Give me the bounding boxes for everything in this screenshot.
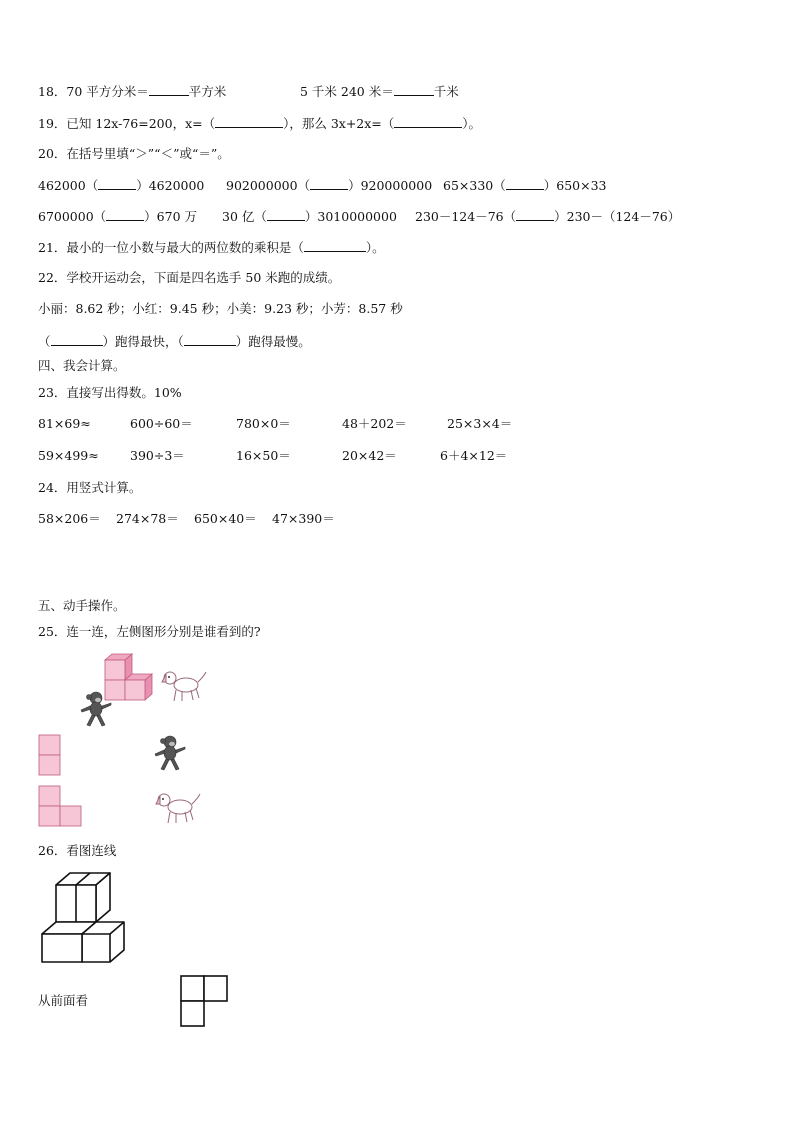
monkey-icon (78, 690, 114, 728)
q23-item: 6＋4×12＝ (440, 448, 508, 463)
question-24-title: 24．用竖式计算。 (38, 480, 142, 495)
q23-item: 390÷3＝ (130, 448, 185, 463)
dog-icon (152, 790, 202, 826)
question-19 (38, 115, 481, 132)
q18-unit-1: 平方米 (188, 84, 227, 99)
side-view-l-shape (38, 785, 84, 829)
q23-item: 48＋202＝ (342, 416, 407, 431)
q20-blank[interactable] (267, 208, 305, 221)
question-18 (38, 83, 226, 100)
question-18-part2 (300, 83, 459, 100)
q23-item: 16×50＝ (236, 448, 291, 463)
question-23-title: 23．直接写出得数。10% (38, 385, 182, 400)
section-5-heading: 五、动手操作。 (38, 598, 126, 613)
q20-blank[interactable] (506, 177, 544, 190)
q20-item-1: 462000（ ）4620000 (38, 178, 205, 193)
q20-blank[interactable] (310, 177, 348, 190)
question-20-title: 20．在括号里填“＞”“＜”或“＝”。 (38, 146, 230, 161)
front-view-two-squares (38, 734, 62, 778)
section-4-heading: 四、我会计算。 (38, 358, 126, 373)
q20-item-3: 65×330（ ）650×33 (443, 178, 607, 193)
q20-item-2: 902000000（ ）920000000 (226, 178, 433, 193)
question-21: 21．最小的一位小数与最大的两位数的乘积是（ ）。 (38, 240, 385, 255)
q18-text-2: 5 千米 240 米＝ (300, 84, 394, 99)
block-figure-3d (38, 870, 134, 970)
q20-item-4: 6700000（ ）670 万 (38, 209, 198, 224)
q18-blank-1[interactable] (149, 83, 189, 96)
q23-item: 20×42＝ (342, 448, 397, 463)
q19-text-1: 19．已知 12x-76=200，x=（ (38, 116, 216, 131)
q20-blank[interactable] (98, 177, 136, 190)
q24-item: 650×40＝ (194, 511, 257, 526)
question-26-title: 26．看图连线 (38, 843, 117, 858)
q24-item: 58×206＝ (38, 511, 101, 526)
q18-unit-2: 千米 (433, 84, 459, 99)
q19-text-2: ），那么 3x+2x=（ (283, 116, 395, 131)
front-view-grid (180, 975, 230, 1029)
front-view-label: 从前面看 (38, 993, 89, 1008)
q20-blank[interactable] (106, 208, 144, 221)
question-22-answer: （ ）跑得最快，（ ）跑得最慢。 (38, 334, 311, 349)
question-25-title: 25．连一连，左侧图形分别是谁看到的? (38, 624, 261, 639)
q18-blank-2[interactable] (394, 83, 434, 96)
dog-icon (158, 668, 208, 704)
q18-text-1: 18．70 平方分米＝ (38, 84, 149, 99)
q20-blank[interactable] (516, 208, 554, 221)
q23-item: 25×3×4＝ (447, 416, 513, 431)
q23-item: 59×499≈ (38, 448, 99, 463)
q24-item: 47×390＝ (272, 511, 335, 526)
q19-blank-1[interactable] (215, 115, 283, 128)
q23-item: 81×69≈ (38, 416, 91, 431)
q20-item-6: 230－124－76（ ）230－（124－76） (415, 209, 681, 224)
monkey-icon (152, 734, 188, 772)
q19-text-3: ）。 (462, 116, 482, 131)
q21-blank[interactable] (304, 239, 366, 252)
question-22-scores: 小丽：8.62 秒；小红：9.45 秒；小美：9.23 秒；小芳：8.57 秒 (38, 301, 403, 316)
q20-item-5: 30 亿（ ）3010000000 (222, 209, 397, 224)
q19-blank-2[interactable] (394, 115, 462, 128)
q24-item: 274×78＝ (116, 511, 179, 526)
q22-blank-slowest[interactable] (184, 333, 236, 346)
q22-blank-fastest[interactable] (51, 333, 103, 346)
q23-item: 600÷60＝ (130, 416, 193, 431)
q23-item: 780×0＝ (236, 416, 291, 431)
question-22-title: 22．学校开运动会，下面是四名选手 50 米跑的成绩。 (38, 270, 341, 285)
